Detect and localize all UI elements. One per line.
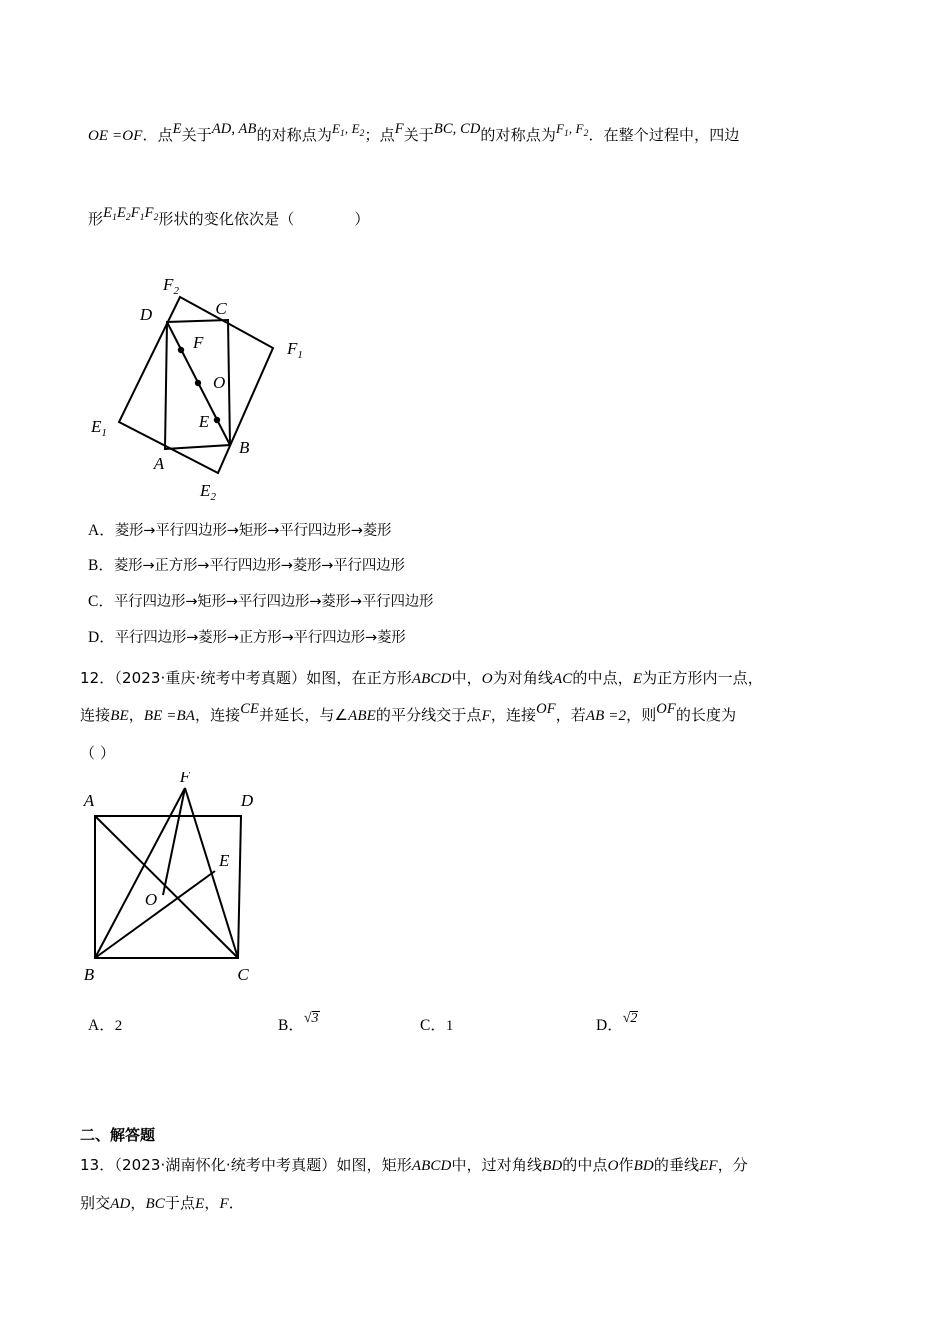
q13-line-2 [80,1196,244,1212]
point-o-dot [195,380,201,386]
point-e-dot [214,417,220,423]
q13-point-e: E [195,1196,205,1212]
q12-seg-of: OF [536,701,556,717]
q11-line2-text-1: 形状的变化依次是（ [158,210,295,228]
q12-answer-blank: （ ） [80,744,116,762]
q11-point-f: F [394,121,404,137]
label-b: B [83,965,95,984]
label-c: C [237,965,249,984]
q13-t2: 的中点 [562,1156,608,1174]
q11-text-6: 的对称点为 [480,126,556,144]
q11-text-4: ；点 [364,126,395,144]
q11-text-5: 关于 [403,126,434,144]
q12-option-a[interactable] [88,1018,122,1034]
q11-lines-ad-ab: AD, AB [211,121,257,137]
label-c: C [215,299,227,318]
q13-l2-t2: 于点 [164,1194,196,1212]
q11-sym-f1f2: F1, F2 [555,121,589,139]
q12-option-c-label: C． [420,1017,446,1034]
q13-l2-t1: ， [130,1194,146,1212]
section-2-heading: 二、解答题 [80,1126,156,1144]
q11-line2-text-0: 形 [88,210,104,228]
q11-eq-oe-of: OE =OF [88,128,143,144]
q11-option-b[interactable] [88,558,405,574]
q13-bd-2: BD [633,1158,654,1174]
q12-number-and-source: 12．（2023·重庆·统考中考真题）如图，在正方形 [80,669,412,687]
q11-option-c[interactable] [88,594,433,610]
q12-point-o: O [481,671,493,687]
q12-t4: 为正方形内一点， [642,669,763,687]
q13-line-1 [80,1158,748,1174]
q13-diagonal-bd: BD [542,1158,563,1174]
label-e1: $E_1$ [91,417,107,439]
q11-option-b-text: 菱形→正方形→平行四边形→菱形→平行四边形 [113,558,405,574]
q13-l2-t0: 别交 [80,1194,111,1212]
q12-option-c-value: 1 [445,1018,454,1034]
q12-eq-be-ba: BE =BA [143,708,195,724]
q12-l2-t3: 并延长，与∠ [259,706,349,724]
q11-line2-text-2: ） [354,210,370,228]
q12-eq-ab-2: AB =2 [585,708,627,724]
q11-option-c-text: 平行四边形→矩形→平行四边形→菱形→平行四边形 [113,594,434,610]
q11-geometry-figure [75,272,395,502]
q11-stem-line-2 [88,205,370,228]
q12-l2-t1: ， [128,706,144,724]
q11-option-d-text: 平行四边形→菱形→正方形→平行四边形→菱形 [114,630,406,646]
q11-option-a[interactable] [88,523,391,539]
q12-l2-t2: ，连接 [194,706,241,724]
q12-stem-line-2 [80,701,737,724]
q12-geometry-figure [75,772,325,997]
q12-l2-t8: 的长度为 [675,706,737,724]
q11-option-d[interactable] [88,630,406,646]
q12-option-b-value: √3 [303,1011,319,1026]
q11-point-e: E [172,121,182,137]
q13-t1: 中，过对角线 [451,1156,543,1174]
q11-lines-bc-cd: BC, CD [433,121,481,137]
label-a: A [153,454,165,473]
label-d: D [139,305,153,324]
segment-fo [163,788,185,895]
q12-point-e: E [632,671,643,687]
q13-rect-abcd: ABCD [411,1158,452,1174]
label-e2: $E_2$ [200,481,216,502]
q11-text-1: ．点 [142,126,173,144]
label-b: B [239,438,250,457]
q12-seg-of-2: OF [656,701,676,717]
q11-sym-e1e2: E1, E2 [332,121,365,139]
q13-l2-t4: ． [228,1194,244,1212]
q13-l2-t3: ， [204,1194,220,1212]
q12-l2-t6: ，若 [555,706,586,724]
q11-quad-e1e2f1f2: $E_1E_2F_1F_2$ [103,205,159,223]
q13-t5: ，分 [717,1156,748,1174]
q11-option-a-label: A． [88,522,115,539]
label-f: F [179,772,191,786]
label-o: O [213,373,226,392]
q12-option-b[interactable] [278,1011,320,1035]
label-d: D [240,791,254,810]
q12-l2-t4: 的平分线交于点 [375,706,482,724]
q12-t1: 中， [451,669,482,687]
q12-option-d-label: D． [596,1017,623,1034]
q12-square-abcd: ABCD [411,671,452,687]
q11-text-2: 关于 [181,126,212,144]
label-f1: $F_1$ [287,339,303,361]
point-f-dot [178,347,184,353]
q12-seg-ce: CE [240,701,260,717]
q13-line-ef: EF [699,1158,718,1174]
q13-point-o: O [607,1158,619,1174]
q13-seg-ad: AD [110,1196,131,1212]
q13-point-f: F [219,1196,229,1212]
q12-t3: 的中点， [572,669,633,687]
q12-angle-abe: ABE [348,708,376,724]
q12-diagonal-ac: AC [553,671,573,687]
q12-seg-be: BE [110,708,129,724]
label-e: E [198,412,210,431]
label-o: O [144,890,158,909]
q12-point-f: F [481,708,491,724]
q11-option-c-label: C． [88,593,114,610]
q13-seg-bc: BC [145,1196,165,1212]
q12-option-a-value: 2 [114,1018,123,1034]
q12-option-d[interactable] [596,1011,638,1035]
q12-option-a-label: A． [88,1017,115,1034]
q11-text-3: 的对称点为 [256,126,332,144]
segment-fb [95,788,185,958]
segment-be [95,871,215,958]
q12-stem-line-1 [80,671,763,687]
q12-t2: 为对角线 [492,669,554,687]
q12-l2-t5: ，连接 [490,706,537,724]
q11-option-d-label: D． [88,629,115,646]
q12-option-b-label: B． [278,1017,304,1034]
q12-option-c[interactable] [420,1018,453,1034]
label-a: A [83,791,95,810]
q11-text-7: ．在整个过程中，四边 [588,126,740,144]
q11-option-b-label: B． [88,557,114,574]
q11-stem-line-1 [88,121,740,144]
q13-t4: 的垂线 [653,1156,700,1174]
q12-l2-t7: ，则 [626,706,657,724]
q12-l2-t0: 连接 [80,706,111,724]
q13-number-and-source: 13．（2023·湖南怀化·统考中考真题）如图，矩形 [80,1156,412,1174]
label-e: E [219,851,230,870]
label-f: F [193,333,204,352]
q13-t3: 作 [618,1156,634,1174]
q12-option-d-value: √2 [622,1011,638,1026]
q11-option-a-text: 菱形→平行四边形→矩形→平行四边形→菱形 [114,523,392,539]
label-f2: $F_2$ [163,275,179,297]
